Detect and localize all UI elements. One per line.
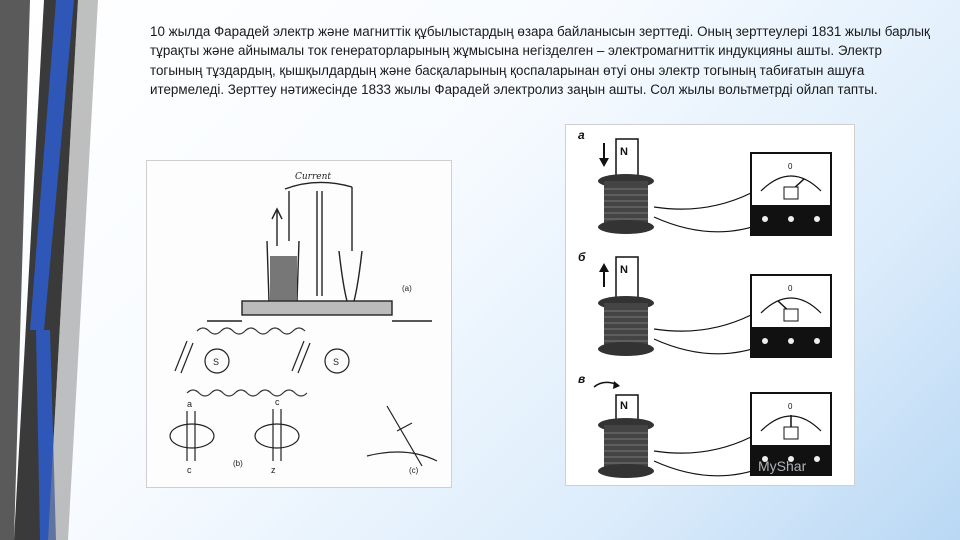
pole-label-1: S	[213, 357, 220, 367]
letter-c2: c	[275, 397, 280, 407]
panel-a-gauge: 0	[788, 162, 793, 171]
panel-b-magnet: N	[620, 264, 628, 276]
panel-a-magnet: N	[620, 146, 628, 158]
panel-a-letter: а	[578, 128, 585, 142]
decorative-stripes	[0, 0, 120, 540]
panel-a	[578, 128, 831, 235]
induction-experiment-figure	[565, 124, 855, 486]
watermark: MyShar	[758, 458, 807, 474]
panel-b	[578, 250, 831, 357]
letter-a: a	[187, 399, 193, 409]
panel-c-magnet: N	[620, 400, 628, 412]
figure-label-a: (a)	[402, 284, 412, 293]
panel-b-letter: б	[578, 250, 586, 264]
current-label: Current	[295, 172, 332, 182]
letter-c1: c	[187, 465, 192, 475]
faraday-apparatus-sketch	[146, 160, 452, 488]
pole-label-2: S	[333, 357, 340, 367]
panel-c-gauge: 0	[788, 402, 793, 411]
panel-b-gauge: 0	[788, 284, 793, 293]
figure-label-b: (b)	[233, 459, 243, 468]
figure-label-c: (c)	[409, 466, 419, 475]
panel-c-letter: в	[578, 372, 586, 386]
letter-z: z	[271, 465, 276, 475]
intro-paragraph: 10 жылда Фарадей электр және магниттік құбылыстардың өзара байланысын зерттеді. Оның зерттеулері 1831 жылы барлық тұрақты және айнымалы ток генераторларының жұмысына негізделген – электромагниттік индукцияны ашты. Электр тогының тұздардың, қышқылдардың және басқаларының қоспаларынан өтуі оны электр тогының табиғатын ашуға итермеледі. Зерттеу нәтижесінде 1833 жылы Фарадей электролиз заңын ашты. Сол жылы вольтметрді ойлап тапты.	[150, 24, 930, 98]
